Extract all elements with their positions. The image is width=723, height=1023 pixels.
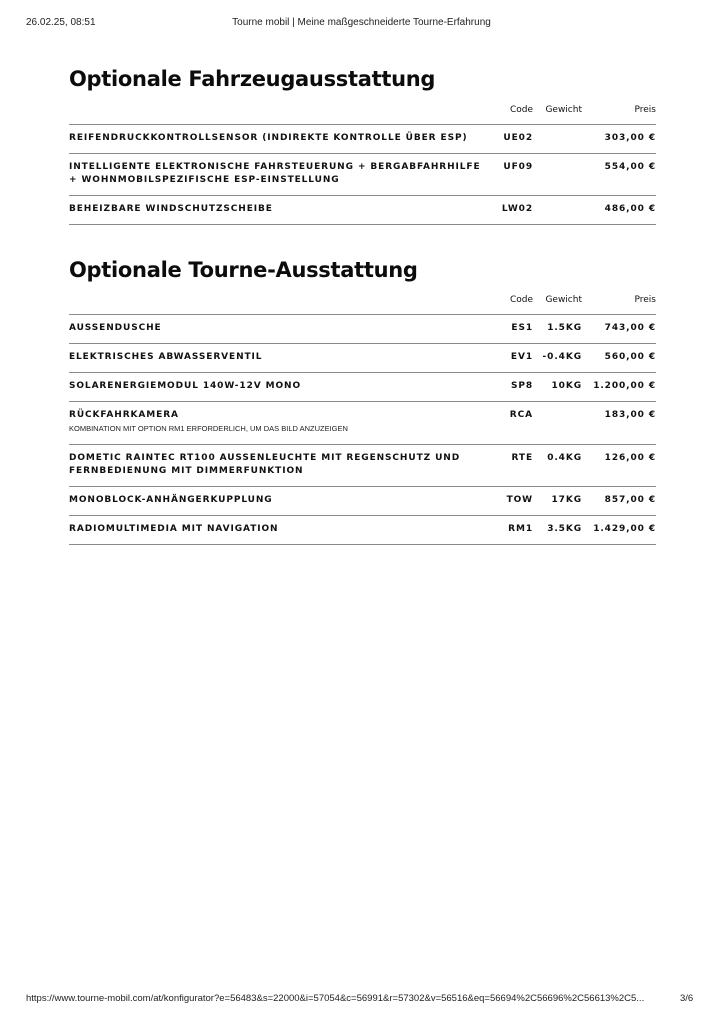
option-note: KOMBINATION MIT OPTION RM1 ERFORDERLICH, UM DAS BILD ANZUZEIGEN xyxy=(69,424,348,433)
option-price: 303,00 € xyxy=(604,133,656,143)
option-weight: 1.5KG xyxy=(547,323,582,333)
column-header-code: Code xyxy=(509,105,533,115)
option-name xyxy=(69,402,489,441)
option-price: 486,00 € xyxy=(604,204,656,214)
table-row xyxy=(69,154,656,196)
option-code: UF09 xyxy=(503,162,533,172)
option-code: UE02 xyxy=(503,133,533,143)
option-code: EV1 xyxy=(510,352,533,362)
option-weight: 10KG xyxy=(551,381,582,391)
option-code: ES1 xyxy=(511,323,533,333)
option-price: 560,00 € xyxy=(604,352,656,362)
option-weight: 17KG xyxy=(551,495,582,505)
option-weight: 0.4KG xyxy=(547,453,582,463)
table-row xyxy=(69,196,656,225)
table-header xyxy=(69,100,656,125)
table-row xyxy=(69,402,656,445)
option-name: SOLARENERGIEMODUL 140W-12V MONO xyxy=(69,381,302,391)
table-row xyxy=(69,125,656,154)
column-header-weight: Gewicht xyxy=(545,105,582,115)
print-url: https://www.tourne-mobil.com/at/konfigurator?e=56483&s=22000&i=57054&c=56991&r=57302&v=56516&eq=56694%2C56696%2C56613%2C5... xyxy=(26,993,645,1004)
table-row xyxy=(69,445,656,487)
option-name: BEHEIZBARE WINDSCHUTZSCHEIBE xyxy=(69,204,273,214)
option-code: LW02 xyxy=(501,204,533,214)
option-name: INTELLIGENTE ELEKTRONISCHE FAHRSTEUERUNG + BERGABFAHRHILFE + WOHNMOBILSPEZIFISCHE ESP-EINSTELLUNG xyxy=(69,162,481,185)
column-header-price: Preis xyxy=(634,295,656,305)
option-weight: -0.4KG xyxy=(542,352,582,362)
option-name: REIFENDRUCKKONTROLLSENSOR (INDIREKTE KONTROLLE ÜBER ESP) xyxy=(69,133,468,143)
option-code: RCA xyxy=(509,410,533,420)
option-name: ELEKTRISCHES ABWASSERVENTIL xyxy=(69,352,263,362)
option-code: TOW xyxy=(506,495,533,505)
print-header xyxy=(0,17,723,31)
option-code: SP8 xyxy=(510,381,533,391)
section-title: Optionale Tourne-Ausstattung xyxy=(69,258,418,282)
option-price: 126,00 € xyxy=(604,453,656,463)
section-tourne-options xyxy=(69,255,656,545)
column-header-price: Preis xyxy=(634,105,656,115)
print-page-title: Tourne mobil | Meine maßgeschneiderte Tourne-Erfahrung xyxy=(232,17,491,28)
table-row xyxy=(69,516,656,545)
option-price: 554,00 € xyxy=(604,162,656,172)
option-name-text: RÜCKFAHRKAMERA xyxy=(69,410,179,420)
page-indicator: 3/6 xyxy=(680,993,694,1004)
table-row xyxy=(69,373,656,402)
option-price: 1.429,00 € xyxy=(593,524,656,534)
column-header-weight: Gewicht xyxy=(545,295,582,305)
option-name: MONOBLOCK-ANHÄNGERKUPPLUNG xyxy=(69,495,273,505)
option-name: DOMETIC RAINTEC RT100 AUSSENLEUCHTE MIT REGENSCHUTZ UND FERNBEDIENUNG MIT DIMMERFUNKTION xyxy=(69,453,461,476)
option-code: RTE xyxy=(511,453,533,463)
table-header xyxy=(69,290,656,315)
table-row xyxy=(69,487,656,516)
table-row xyxy=(69,344,656,373)
option-price: 1.200,00 € xyxy=(593,381,656,391)
table-row xyxy=(69,315,656,344)
column-header-code: Code xyxy=(509,295,533,305)
print-datetime: 26.02.25, 08:51 xyxy=(26,17,96,28)
option-name: AUSSENDUSCHE xyxy=(69,323,162,333)
section-title: Optionale Fahrzeugausstattung xyxy=(69,67,436,91)
option-weight: 3.5KG xyxy=(547,524,582,534)
option-price: 857,00 € xyxy=(604,495,656,505)
option-name: RADIOMULTIMEDIA MIT NAVIGATION xyxy=(69,524,279,534)
option-price: 183,00 € xyxy=(604,410,656,420)
section-vehicle-options xyxy=(69,64,656,225)
option-price: 743,00 € xyxy=(604,323,656,333)
option-code: RM1 xyxy=(508,524,533,534)
